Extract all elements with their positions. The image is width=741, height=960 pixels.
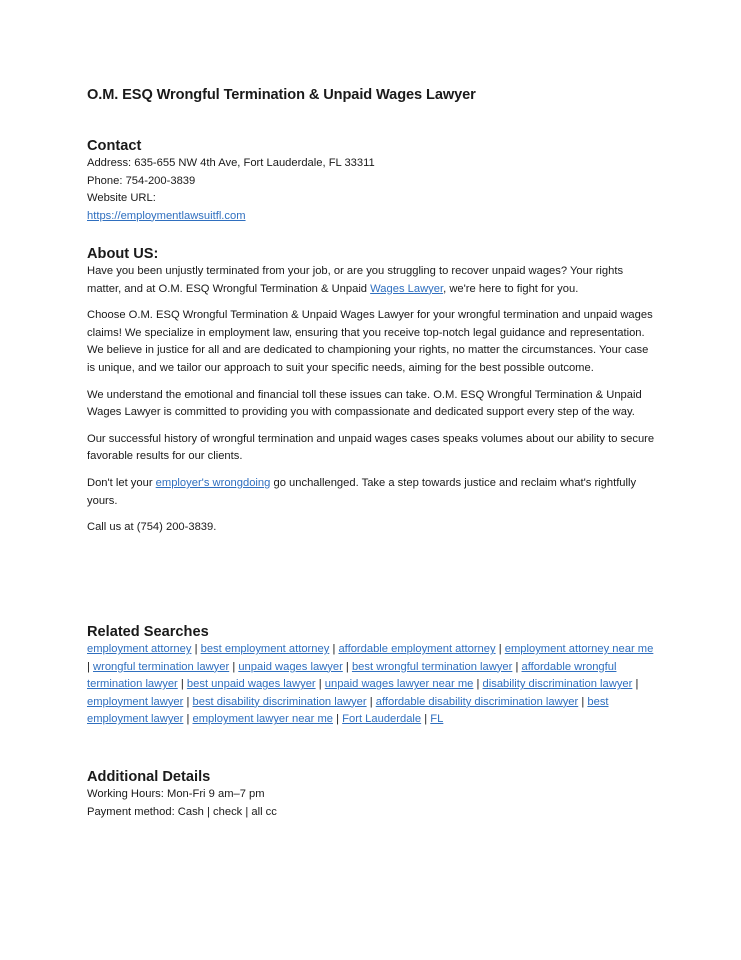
related-search-link[interactable]: affordable employment attorney [338, 643, 496, 655]
related-search-separator: | [186, 713, 190, 726]
additional-details-section [87, 768, 657, 821]
about-p5-text-start: Don't let your [87, 476, 156, 489]
about-paragraph-3: We understand the emotional and financial toll these issues can take. O.M. ESQ Wrongful Termination & Unpaid Wages Lawyer is committed to providing you with compassionate and dedicated support every step of the way. [87, 388, 642, 419]
website-link[interactable]: https://employmentlawsuitfl.com [87, 209, 246, 222]
about-section [87, 245, 657, 546]
about-heading: About US: [87, 246, 159, 262]
contact-phone: Phone: 754-200-3839 [87, 174, 196, 187]
employers-wrongdoing-link[interactable]: employer's wrongdoing [155, 476, 271, 489]
contact-section [87, 137, 657, 225]
related-search-link[interactable]: unpaid wages lawyer [238, 660, 343, 673]
related-searches-section [87, 623, 657, 729]
payment-method: Payment method: Cash | check | all cc [87, 805, 277, 818]
page-title: O.M. ESQ Wrongful Termination & Unpaid Wages Lawyer [87, 87, 476, 103]
contact-website-label: Website URL: [87, 192, 156, 205]
about-p5-text-end: go unchallenged. Take a step towards justice and reclaim what's rightfully yours. [87, 476, 637, 507]
related-search-separator: | [424, 713, 428, 726]
related-searches-list [87, 641, 657, 729]
related-search-separator: | [180, 678, 184, 691]
related-search-link[interactable]: wrongful termination lawyer [93, 660, 230, 673]
related-search-link[interactable]: FL [430, 713, 444, 726]
related-search-link[interactable]: employment attorney near me [504, 643, 654, 655]
related-search-separator: | [476, 678, 480, 691]
contact-website-line [87, 208, 657, 226]
related-search-separator: | [87, 660, 90, 673]
related-search-separator: | [635, 678, 639, 691]
related-search-link[interactable]: affordable wrongful termination lawyer [87, 660, 617, 691]
wages-lawyer-link[interactable]: Wages Lawyer [370, 282, 444, 295]
contact-heading: Contact [87, 138, 142, 154]
related-search-link[interactable]: employment lawyer near me [192, 713, 334, 726]
about-p1-text-start: Have you been unjustly terminated from your job, or are you struggling to recover unpaid wages? Your rights matter, and at O.M. ESQ Wrongful Termination & Unpaid [87, 265, 624, 295]
related-search-link[interactable]: best wrongful termination lawyer [351, 660, 513, 673]
related-search-separator: | [194, 643, 198, 655]
about-paragraph-5 [87, 475, 657, 510]
related-search-separator: | [336, 713, 340, 726]
contact-address: Address: 635-655 NW 4th Ave, Fort Lauderdale, FL 33311 [87, 157, 375, 169]
about-paragraph-6: Call us at (754) 200-3839. [87, 521, 217, 534]
related-search-link[interactable]: Fort Lauderdale [342, 713, 422, 726]
related-search-separator: | [369, 695, 373, 708]
related-search-link[interactable]: employment attorney [87, 643, 192, 655]
about-paragraph-2: Choose O.M. ESQ Wrongful Termination & Unpaid Wages Lawyer for your wrongful termination and unpaid wages claims! We specialize in employment law, ensuring that you receive top-notch legal guidance and representation. We believe in justice for all and are dedicated to championing your rights, no matter the circumstances. Your case is unique, and we tailor our approach to suit your specific needs, aiming for the best possible outcome. [87, 309, 653, 374]
about-paragraph-1 [87, 263, 657, 298]
related-search-link[interactable]: best employment attorney [200, 643, 330, 655]
related-search-link[interactable]: disability discrimination lawyer [482, 678, 633, 691]
related-search-separator: | [581, 695, 585, 708]
related-search-link[interactable]: employment lawyer [87, 695, 184, 708]
related-search-separator: | [498, 643, 502, 655]
related-search-link[interactable]: best disability discrimination lawyer [192, 695, 367, 708]
related-search-separator: | [515, 660, 519, 673]
related-search-separator: | [186, 695, 190, 708]
related-search-link[interactable]: unpaid wages lawyer near me [324, 678, 474, 691]
related-search-separator: | [345, 660, 349, 673]
related-search-link[interactable]: best unpaid wages lawyer [186, 678, 316, 691]
related-search-separator: | [332, 643, 336, 655]
additional-details-heading: Additional Details [87, 769, 211, 785]
about-p1-text-end: , we're here to fight for you. [443, 282, 579, 295]
related-search-separator: | [318, 678, 322, 691]
related-search-separator: | [232, 660, 236, 673]
related-search-link[interactable]: affordable disability discrimination lawyer [375, 695, 579, 708]
about-paragraph-4: Our successful history of wrongful termination and unpaid wages cases speaks volumes about our ability to secure favorable results for our clients. [87, 432, 655, 463]
related-search-link[interactable]: best employment lawyer [87, 695, 609, 726]
working-hours: Working Hours: Mon-Fri 9 am–7 pm [87, 788, 265, 800]
related-searches-heading: Related Searches [87, 624, 209, 640]
